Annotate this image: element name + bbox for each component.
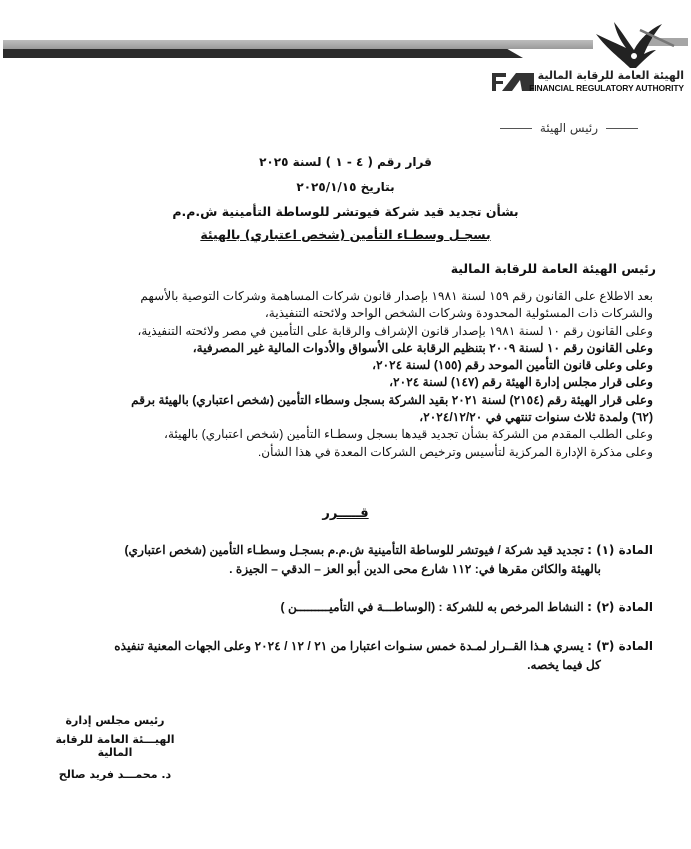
preamble (28, 288, 653, 461)
header-band-dark (3, 49, 523, 58)
preamble-line: وعلى الطلب المقدم من الشركة بشأن تجديد قيدها بسجل وسطـاء التأمين (شخص اعتباري) بالهيئة، (164, 427, 653, 442)
issuer-heading: رئيس الهيئة العامة للرقابة المالية (450, 261, 656, 276)
signatory-name: د. محمـــد فريد صالح (58, 768, 172, 781)
article-text: يسري هـذا القــرار لمـدة خمس سنـوات اعتبارا من ٢١ / ١٢ / ٢٠٢٤ وعلى الجهات المعنية تنفيذه (114, 639, 584, 653)
article-2 (28, 598, 653, 617)
article-1 (28, 541, 653, 579)
decided-heading (0, 506, 691, 521)
signatory-title-line2: الهيـــئة العامة للرقابة المالية (55, 733, 175, 759)
decree-subject-line1: بشأن تجديد قيد شركة فيوتشر للوساطة التأمينية ش.م.م (172, 204, 519, 219)
decided-text: قـــــرر (322, 506, 369, 521)
decree-subject-line2 (0, 227, 691, 242)
header-band-light (3, 40, 593, 49)
divider (606, 128, 638, 129)
article-text: بالهيئة والكائن مقرها في: ١١٢ شارع محى الدين أبو العز – الدقي – الجيزة . (229, 562, 601, 576)
office-title: رئيس الهيئة (539, 121, 598, 135)
org-name-arabic: الهيئة العامة للرقابة المالية (537, 69, 684, 82)
eagle-logo-icon (590, 20, 676, 70)
preamble-line: وعلى مذكرة الإدارة المركزية لتأسيس وترخيص الشركات المعدة في هذا الشأن. (257, 444, 653, 459)
article-text: كل فيما يخصه. (527, 658, 601, 672)
preamble-line: وعلى القانون رقم ١٠ لسنة ١٩٨١ بإصدار قانون الإشراف والرقابة على التأمين في مصر ولائحته التنفيذية، (137, 323, 653, 338)
office-heading (492, 121, 646, 135)
decree-number: قرار رقم ( ٤ - ١ ) لسنة ٢٠٢٥ (259, 155, 432, 169)
preamble-line: (٦٢) ولمدة ثلاث سنوات تنتهي في ٢٠٢٤/١٢/٢٠، (419, 410, 653, 425)
decree-date: بتاريخ ٢٠٢٥/١/١٥ (296, 180, 395, 194)
article-text: النشاط المرخص به للشركة : (الوساطـــة في التأميـــــــــن ) (280, 600, 584, 614)
article-3 (28, 637, 653, 675)
article-label: المادة (٢) : (587, 600, 653, 614)
org-name-english: FINANCIAL REGULATORY AUTHORITY (529, 83, 684, 93)
signatory-title-line1: رئيس مجلس إدارة (65, 714, 165, 727)
article-label: المادة (٣) : (587, 639, 653, 653)
preamble-line: وعلى قرار الهيئة رقم (٢١٥٤) لسنة ٢٠٢١ بقيد الشركة بسجل وسطاء التأمين (شخص اعتباري) بالهيئة برقم (131, 392, 653, 407)
preamble-line: وعلى القانون رقم ١٠ لسنة ٢٠٠٩ بتنظيم الرقابة على الأسواق والأدوات المالية غير المصرفية، (192, 340, 653, 355)
preamble-line: بعد الاطلاع على القانون رقم ١٥٩ لسنة ١٩٨١ بإصدار قانون شركات المساهمة وشركات التوصية بالأسهم (140, 289, 653, 303)
preamble-line: وعلى وعلى قانون التأمين الموحد رقم (١٥٥) لسنة ٢٠٢٤، (372, 358, 653, 373)
article-label: المادة (١) : (587, 543, 653, 557)
divider (500, 128, 532, 129)
subject-line2-text: بسجـل وسطـاء التأمين (شخص اعتباري) بالهيئة (200, 227, 491, 242)
fra-monogram-icon (492, 71, 534, 93)
preamble-line: والشركات ذات المسئولية المحدودة وشركات الشخص الواحد ولائحته التنفيذية، (264, 306, 653, 321)
article-text: تجديد قيد شركة / فيوتشر للوساطة التأمينية ش.م.م بسجـل وسطـاء التأمين (شخص اعتباري) (124, 543, 584, 557)
authority-logo (492, 69, 688, 95)
preamble-line: وعلى قرار مجلس إدارة الهيئة رقم (١٤٧) لسنة ٢٠٢٤، (389, 375, 653, 390)
